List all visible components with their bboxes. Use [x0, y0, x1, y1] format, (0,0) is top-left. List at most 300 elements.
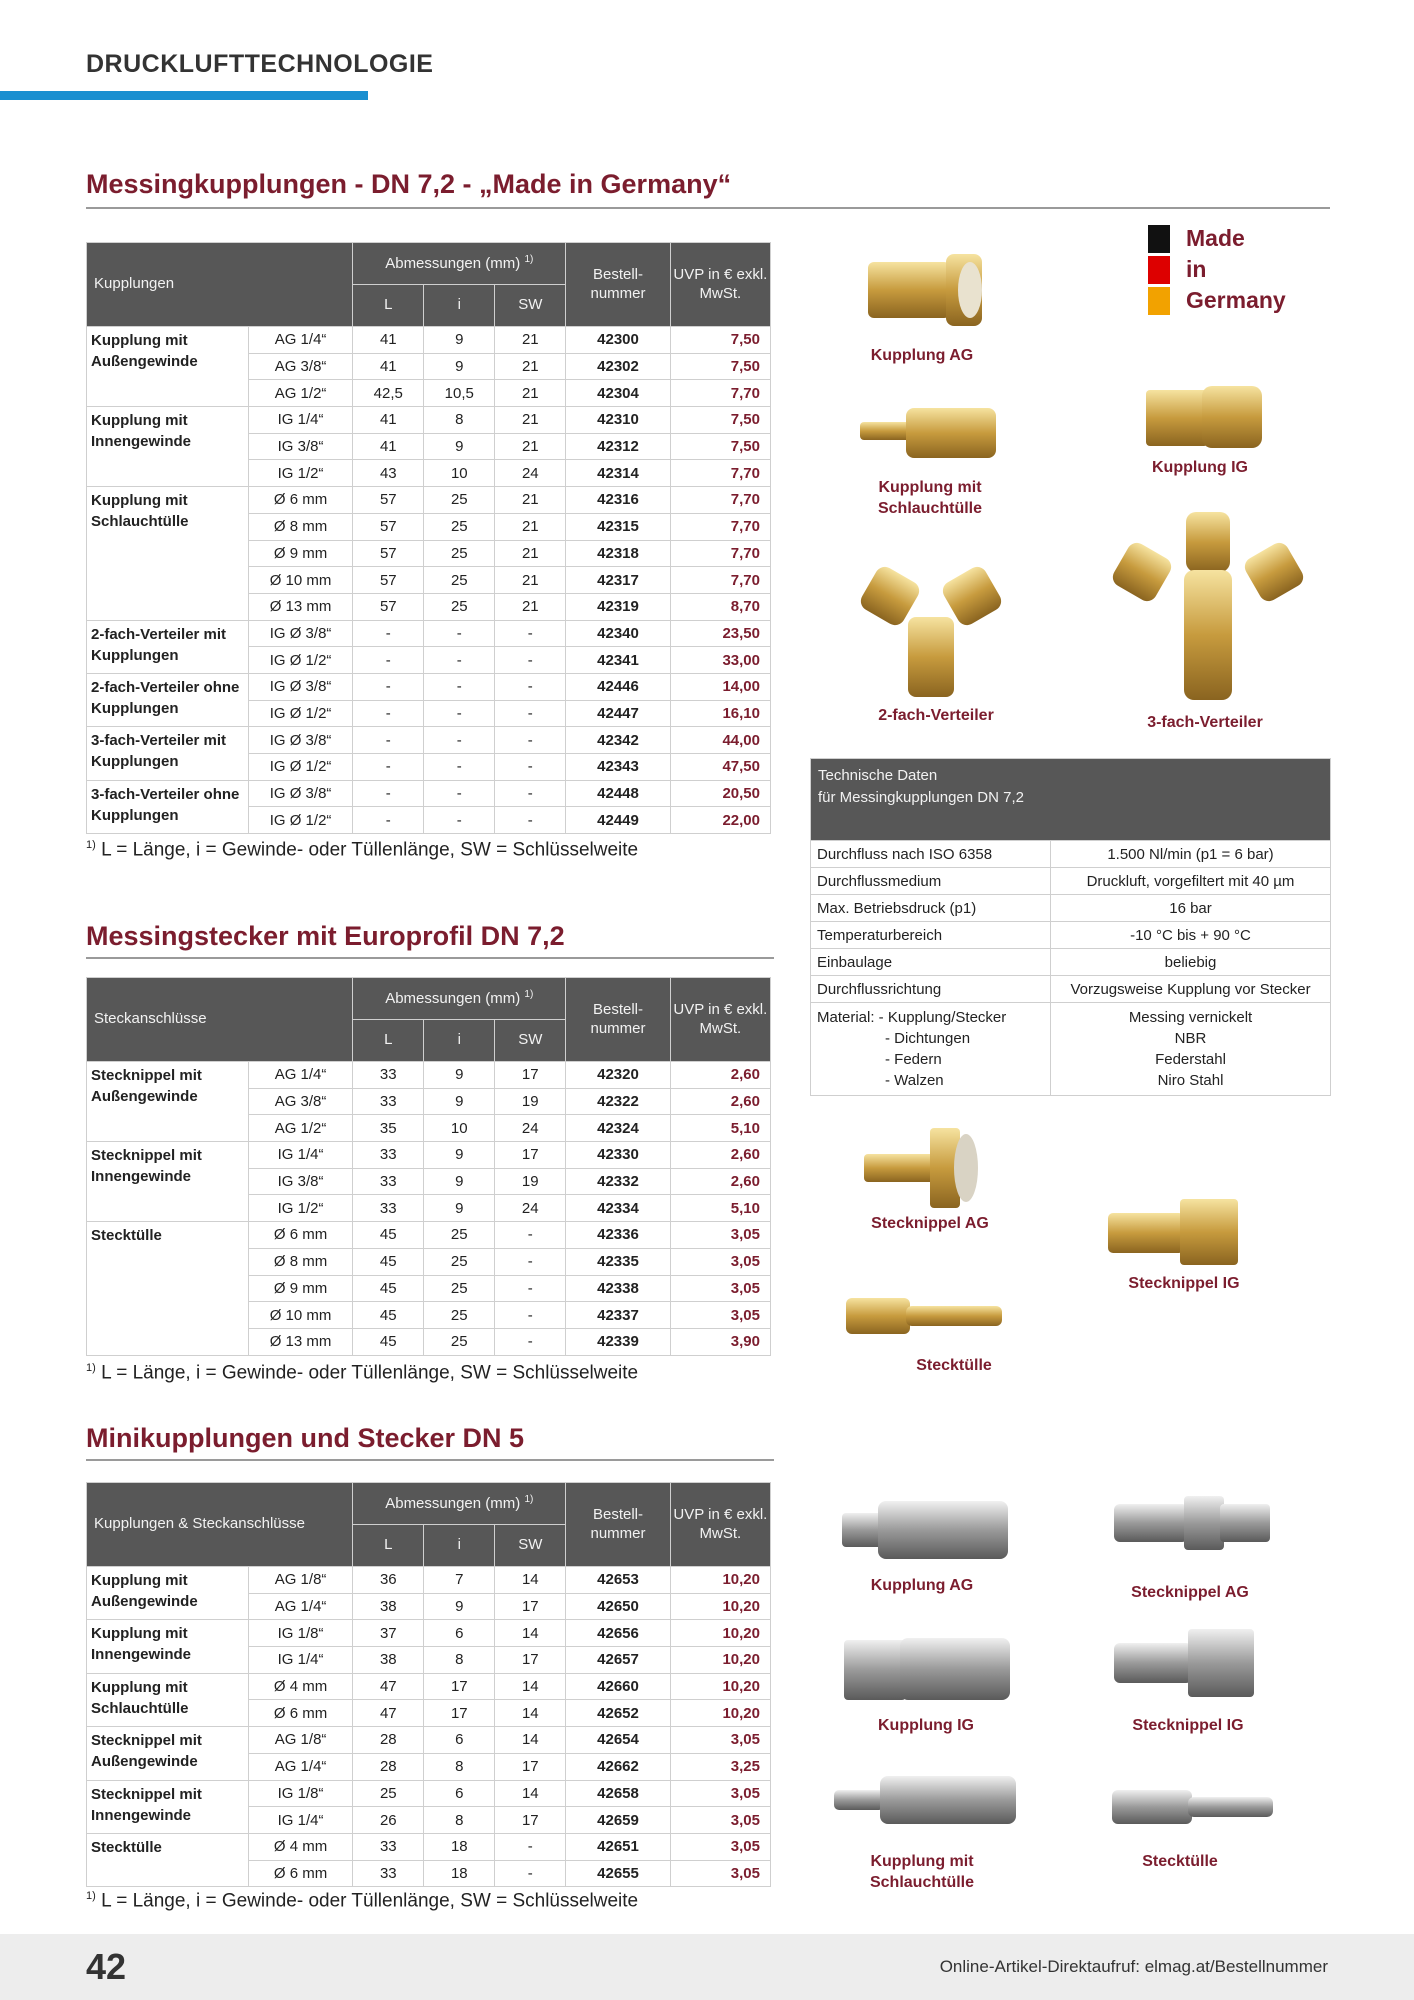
product-label: Kupplung AG [870, 1577, 974, 1594]
tech-value: Druckluft, vorgefiltert mit 40 µm [1051, 868, 1331, 895]
order-number-cell: 42335 [566, 1248, 670, 1275]
price-cell: 10,20 [670, 1620, 770, 1647]
section-title-messingstecker: Messingstecker mit Europrofil DN 7,2 [86, 921, 565, 951]
thread-length-cell: 25 [424, 1328, 495, 1355]
tech-data-row [811, 976, 1331, 1003]
tech-data-row [811, 895, 1331, 922]
order-number-cell: 42341 [566, 647, 670, 674]
tech-key: Durchflussmedium [811, 868, 1051, 895]
price-cell: 47,50 [670, 754, 770, 781]
wrench-size-cell: 17 [495, 1647, 566, 1674]
product-label: Kupplung mit Schlauchtülle [869, 1853, 975, 1891]
price-cell: 5,10 [670, 1115, 770, 1142]
thread-length-cell: 17 [424, 1673, 495, 1700]
wrench-size-cell: 17 [495, 1142, 566, 1169]
length-cell: - [353, 700, 424, 727]
length-cell: 45 [353, 1328, 424, 1355]
dimension-col-header: i [424, 1020, 495, 1062]
price-cell: 7,70 [670, 380, 770, 407]
spec-cell: IG Ø 3/8“ [248, 620, 352, 647]
wrench-size-cell: - [495, 807, 566, 834]
wrench-size-cell: - [495, 1860, 566, 1887]
price-cell: 2,60 [670, 1088, 770, 1115]
wrench-size-cell: 21 [495, 540, 566, 567]
page-header-title: DRUCKLUFTTECHNOLOGIE [86, 50, 434, 78]
order-number-cell: 42658 [566, 1780, 670, 1807]
price-header: UVP in € exkl. MwSt. [670, 978, 770, 1062]
length-cell: - [353, 727, 424, 754]
order-number-cell: 42662 [566, 1753, 670, 1780]
length-cell: 33 [353, 1195, 424, 1222]
spec-cell: Ø 9 mm [248, 540, 352, 567]
thread-length-cell: - [424, 620, 495, 647]
order-number-cell: 42300 [566, 327, 670, 354]
wrench-size-cell: 14 [495, 1780, 566, 1807]
tech-data-row [811, 841, 1331, 868]
table-row [87, 1727, 771, 1754]
price-cell: 14,00 [670, 673, 770, 700]
section-divider [86, 1459, 774, 1461]
product-label: Stecktülle [916, 1357, 992, 1374]
thread-length-cell: 9 [424, 1142, 495, 1169]
table-row [87, 1222, 771, 1249]
length-cell: 45 [353, 1222, 424, 1249]
tech-key: Max. Betriebsdruck (p1) [811, 895, 1051, 922]
order-number-cell: 42337 [566, 1302, 670, 1329]
length-cell: 45 [353, 1302, 424, 1329]
wrench-size-cell: 19 [495, 1168, 566, 1195]
length-cell: 47 [353, 1673, 424, 1700]
tech-value [1051, 1003, 1331, 1096]
wrench-size-cell: - [495, 780, 566, 807]
thread-length-cell: 9 [424, 1088, 495, 1115]
price-cell: 7,70 [670, 540, 770, 567]
price-cell: 7,70 [670, 487, 770, 514]
tech-data-row [811, 949, 1331, 976]
table-row [87, 1567, 771, 1594]
thread-length-cell: 10 [424, 460, 495, 487]
order-number-cell: 42312 [566, 433, 670, 460]
flag-gold-square [1148, 287, 1170, 315]
brass-coupling-ag-image [860, 232, 990, 342]
spec-cell: IG 1/4“ [248, 1807, 352, 1834]
wrench-size-cell: 21 [495, 513, 566, 540]
length-cell: 57 [353, 540, 424, 567]
wrench-size-cell: - [495, 1275, 566, 1302]
order-number-cell: 42332 [566, 1168, 670, 1195]
row-group-label: Kupplung mit Außengewinde [87, 1567, 249, 1620]
order-number-cell: 42316 [566, 487, 670, 514]
order-number-cell: 42653 [566, 1567, 670, 1594]
order-number-cell: 42449 [566, 807, 670, 834]
wrench-size-cell: - [495, 754, 566, 781]
wrench-size-cell: - [495, 673, 566, 700]
thread-length-cell: 8 [424, 407, 495, 434]
table-header-row [87, 1483, 771, 1525]
footer-link-text: Online-Artikel-Direktaufruf: elmag.at/Bestellnummer [939, 1957, 1328, 1976]
wrench-size-cell: 21 [495, 567, 566, 594]
order-number-cell: 42652 [566, 1700, 670, 1727]
page-number: 42 [86, 1946, 127, 1987]
table-row [87, 1062, 771, 1089]
order-number-cell: 42651 [566, 1833, 670, 1860]
wrench-size-cell: 21 [495, 353, 566, 380]
thread-length-cell: 9 [424, 327, 495, 354]
price-cell: 5,10 [670, 1195, 770, 1222]
price-cell: 16,10 [670, 700, 770, 727]
brass-plug-hose-image [842, 1288, 1007, 1348]
order-number-cell: 42304 [566, 380, 670, 407]
material-key-line: - Dichtungen [885, 1030, 971, 1047]
length-cell: 57 [353, 567, 424, 594]
thread-length-cell: 9 [424, 1195, 495, 1222]
spec-cell: Ø 9 mm [248, 1275, 352, 1302]
product-table-minikupplungen [86, 1482, 771, 1887]
order-number-cell: 42315 [566, 513, 670, 540]
price-cell: 3,05 [670, 1833, 770, 1860]
price-cell: 10,20 [670, 1593, 770, 1620]
thread-length-cell: 6 [424, 1780, 495, 1807]
order-number-cell: 42320 [566, 1062, 670, 1089]
price-cell: 20,50 [670, 780, 770, 807]
wrench-size-cell: 17 [495, 1593, 566, 1620]
order-number-cell: 42324 [566, 1115, 670, 1142]
row-group-label: Kupplung mit Schlauchtülle [87, 487, 249, 620]
spec-cell: Ø 10 mm [248, 1302, 352, 1329]
price-cell: 7,70 [670, 513, 770, 540]
spec-cell: IG 3/8“ [248, 1168, 352, 1195]
thread-length-cell: 25 [424, 513, 495, 540]
price-cell: 44,00 [670, 727, 770, 754]
length-cell: 57 [353, 593, 424, 620]
product-label: Stecknippel IG [1132, 1717, 1244, 1734]
thread-length-cell: 9 [424, 433, 495, 460]
tech-key: Einbaulage [811, 949, 1051, 976]
row-group-label: 2-fach-Verteiler mit Kupplungen [87, 620, 249, 673]
price-cell: 3,05 [670, 1807, 770, 1834]
wrench-size-cell: 21 [495, 380, 566, 407]
length-cell: 28 [353, 1753, 424, 1780]
price-cell: 22,00 [670, 807, 770, 834]
order-number-cell: 42302 [566, 353, 670, 380]
thread-length-cell: 9 [424, 1168, 495, 1195]
wrench-size-cell: 21 [495, 433, 566, 460]
order-number-cell: 42336 [566, 1222, 670, 1249]
table-footnote: $^{1)}$ L = Länge, i = Gewinde- oder Tüllenlänge, SW = Schlüsselweite [86, 839, 639, 861]
price-cell: 3,05 [670, 1302, 770, 1329]
price-cell: 2,60 [670, 1142, 770, 1169]
wrench-size-cell: - [495, 1328, 566, 1355]
price-cell: 3,05 [670, 1860, 770, 1887]
section-divider [86, 207, 1330, 209]
wrench-size-cell: 19 [495, 1088, 566, 1115]
group-column-header: Kupplungen & Steckanschlüsse [87, 1483, 353, 1567]
wrench-size-cell: 17 [495, 1807, 566, 1834]
thread-length-cell: 25 [424, 567, 495, 594]
table-row [87, 780, 771, 807]
length-cell: 26 [353, 1807, 424, 1834]
badge-text-in: in [1186, 256, 1207, 282]
wrench-size-cell: - [495, 700, 566, 727]
spec-cell: IG Ø 1/2“ [248, 700, 352, 727]
spec-cell: IG 1/8“ [248, 1620, 352, 1647]
spec-cell: AG 1/2“ [248, 1115, 352, 1142]
table-row [87, 327, 771, 354]
brass-plug-ag-image [858, 1118, 988, 1218]
dimension-col-header: L [353, 1525, 424, 1567]
table-header-row [87, 243, 771, 285]
tech-data-row [811, 868, 1331, 895]
row-group-label: Kupplung mit Innengewinde [87, 1620, 249, 1673]
price-cell: 3,05 [670, 1275, 770, 1302]
table-header-row [87, 978, 771, 1020]
tech-data-row [811, 922, 1331, 949]
length-cell: 33 [353, 1168, 424, 1195]
group-column-header: Steckanschlüsse [87, 978, 353, 1062]
header-accent-bar [0, 91, 368, 100]
order-number-cell: 42448 [566, 780, 670, 807]
table-footnote: $^{1)}$ L = Länge, i = Gewinde- oder Tüllenlänge, SW = Schlüsselweite [86, 1890, 639, 1912]
spec-cell: AG 1/8“ [248, 1727, 352, 1754]
spec-cell: Ø 6 mm [248, 487, 352, 514]
tech-value: beliebig [1051, 949, 1331, 976]
row-group-label: Stecknippel mit Außengewinde [87, 1062, 249, 1142]
material-value-line: Messing vernickelt [1128, 1009, 1253, 1026]
row-group-label: Kupplung mit Schlauchtülle [87, 1673, 249, 1726]
row-group-label: 2-fach-Verteiler ohne Kupplungen [87, 673, 249, 726]
tech-value: Vorzugsweise Kupplung vor Stecker [1051, 976, 1331, 1003]
length-cell: 41 [353, 407, 424, 434]
tech-key: Temperaturbereich [811, 922, 1051, 949]
length-cell: - [353, 754, 424, 781]
thread-length-cell: 25 [424, 487, 495, 514]
order-number-cell: 42314 [566, 460, 670, 487]
spec-cell: AG 1/4“ [248, 327, 352, 354]
wrench-size-cell: 21 [495, 593, 566, 620]
thread-length-cell: 17 [424, 1700, 495, 1727]
thread-length-cell: 8 [424, 1753, 495, 1780]
spec-cell: Ø 8 mm [248, 1248, 352, 1275]
spec-cell: IG 1/4“ [248, 1142, 352, 1169]
price-cell: 10,20 [670, 1647, 770, 1674]
length-cell: 45 [353, 1275, 424, 1302]
wrench-size-cell: 14 [495, 1727, 566, 1754]
table-row [87, 673, 771, 700]
thread-length-cell: 25 [424, 593, 495, 620]
spec-cell: IG Ø 1/2“ [248, 754, 352, 781]
order-number-header: Bestell-nummer [566, 1483, 670, 1567]
dimension-col-header: i [424, 1525, 495, 1567]
order-number-cell: 42310 [566, 407, 670, 434]
product-label: 2-fach-Verteiler [878, 707, 994, 724]
dimension-col-header: i [424, 285, 495, 327]
order-number-cell: 42319 [566, 593, 670, 620]
spec-cell: Ø 13 mm [248, 593, 352, 620]
thread-length-cell: 9 [424, 1062, 495, 1089]
length-cell: - [353, 807, 424, 834]
order-number-cell: 42318 [566, 540, 670, 567]
length-cell: 41 [353, 353, 424, 380]
spec-cell: Ø 10 mm [248, 567, 352, 594]
table-row [87, 620, 771, 647]
tech-value: 16 bar [1051, 895, 1331, 922]
order-number-cell: 42322 [566, 1088, 670, 1115]
tech-data-table [810, 758, 1331, 1096]
price-cell: 7,50 [670, 327, 770, 354]
length-cell: 37 [353, 1620, 424, 1647]
spec-cell: AG 1/4“ [248, 1062, 352, 1089]
length-cell: - [353, 780, 424, 807]
material-key-line: - Walzen [885, 1072, 944, 1089]
dimension-col-header: SW [495, 285, 566, 327]
product-label: Kupplung IG [1152, 459, 1248, 476]
length-cell: 57 [353, 513, 424, 540]
thread-length-cell: 18 [424, 1860, 495, 1887]
section-title-minikupplungen: Minikupplungen und Stecker DN 5 [86, 1423, 525, 1453]
order-number-cell: 42342 [566, 727, 670, 754]
tech-value: -10 °C bis + 90 °C [1051, 922, 1331, 949]
product-label: Stecktülle [1142, 1853, 1218, 1870]
row-group-label: Stecknippel mit Innengewinde [87, 1142, 249, 1222]
tech-key: Durchflussrichtung [811, 976, 1051, 1003]
length-cell: 35 [353, 1115, 424, 1142]
order-number-cell: 42650 [566, 1593, 670, 1620]
length-cell: 25 [353, 1780, 424, 1807]
product-label: Stecknippel AG [871, 1215, 989, 1232]
tech-data-header: Technische Daten für Messingkupplungen DN 7,2 [811, 759, 1331, 841]
thread-length-cell: 25 [424, 1302, 495, 1329]
wrench-size-cell: 14 [495, 1620, 566, 1647]
spec-cell: Ø 8 mm [248, 513, 352, 540]
order-number-cell: 42338 [566, 1275, 670, 1302]
price-cell: 10,20 [670, 1673, 770, 1700]
product-label: Kupplung mit Schlauchtülle [877, 479, 983, 517]
spec-cell: AG 3/8“ [248, 353, 352, 380]
row-group-label: 3-fach-Verteiler ohne Kupplungen [87, 780, 249, 833]
length-cell: 38 [353, 1593, 424, 1620]
spec-cell: IG 1/4“ [248, 407, 352, 434]
wrench-size-cell: 24 [495, 460, 566, 487]
dimensions-header: Abmessungen (mm) $^{1)}$ [353, 978, 566, 1020]
length-cell: 33 [353, 1088, 424, 1115]
material-value-line: Federstahl [1155, 1051, 1226, 1068]
table-row [87, 487, 771, 514]
wrench-size-cell: 14 [495, 1700, 566, 1727]
thread-length-cell: 8 [424, 1807, 495, 1834]
price-cell: 7,50 [670, 407, 770, 434]
spec-cell: IG Ø 1/2“ [248, 807, 352, 834]
wrench-size-cell: 14 [495, 1673, 566, 1700]
price-cell: 33,00 [670, 647, 770, 674]
order-number-cell: 42656 [566, 1620, 670, 1647]
row-group-label: 3-fach-Verteiler mit Kupplungen [87, 727, 249, 780]
section-title-messingkupplungen: Messingkupplungen - DN 7,2 - „Made in Germany“ [86, 169, 732, 199]
dimension-col-header: SW [495, 1020, 566, 1062]
wrench-size-cell: - [495, 1302, 566, 1329]
wrench-size-cell: - [495, 727, 566, 754]
brass-3-way-distributor-image [1108, 508, 1308, 708]
table-row [87, 1780, 771, 1807]
spec-cell: IG Ø 3/8“ [248, 780, 352, 807]
price-cell: 3,05 [670, 1780, 770, 1807]
thread-length-cell: 8 [424, 1647, 495, 1674]
price-cell: 23,50 [670, 620, 770, 647]
price-cell: 10,20 [670, 1567, 770, 1594]
spec-cell: Ø 4 mm [248, 1833, 352, 1860]
wrench-size-cell: 24 [495, 1115, 566, 1142]
order-number-cell: 42657 [566, 1647, 670, 1674]
spec-cell: Ø 13 mm [248, 1328, 352, 1355]
wrench-size-cell: 24 [495, 1195, 566, 1222]
spec-cell: IG 1/2“ [248, 1195, 352, 1222]
table-row [87, 1620, 771, 1647]
wrench-size-cell: - [495, 620, 566, 647]
length-cell: 57 [353, 487, 424, 514]
row-group-label: Stecknippel mit Außengewinde [87, 1727, 249, 1780]
dimensions-header: Abmessungen (mm) $^{1)}$ [353, 243, 566, 285]
spec-cell: IG Ø 1/2“ [248, 647, 352, 674]
table-row [87, 1673, 771, 1700]
product-label: Stecknippel AG [1131, 1584, 1249, 1601]
material-value-line: NBR [1174, 1030, 1207, 1047]
wrench-size-cell: - [495, 647, 566, 674]
thread-length-cell: 9 [424, 353, 495, 380]
order-number-cell: 42317 [566, 567, 670, 594]
brass-coupling-ig-image [1140, 378, 1270, 458]
spec-cell: AG 1/4“ [248, 1753, 352, 1780]
price-header: UVP in € exkl. MwSt. [670, 243, 770, 327]
made-in-germany-badge [1148, 223, 1286, 316]
wrench-size-cell: 21 [495, 327, 566, 354]
row-group-label: Kupplung mit Innengewinde [87, 407, 249, 487]
thread-length-cell: - [424, 673, 495, 700]
tech-key: Durchfluss nach ISO 6358 [811, 841, 1051, 868]
order-number-cell: 42340 [566, 620, 670, 647]
row-group-label: Stecknippel mit Innengewinde [87, 1780, 249, 1833]
product-label: Kupplung IG [878, 1717, 974, 1734]
wrench-size-cell: - [495, 1248, 566, 1275]
wrench-size-cell: 21 [495, 407, 566, 434]
order-number-cell: 42660 [566, 1673, 670, 1700]
thread-length-cell: 18 [424, 1833, 495, 1860]
price-cell: 3,05 [670, 1727, 770, 1754]
thread-length-cell: 9 [424, 1593, 495, 1620]
thread-length-cell: 25 [424, 1275, 495, 1302]
spec-cell: IG 1/4“ [248, 1647, 352, 1674]
product-label: Stecknippel IG [1128, 1275, 1240, 1292]
wrench-size-cell: - [495, 1833, 566, 1860]
price-header: UVP in € exkl. MwSt. [670, 1483, 770, 1567]
chrome-mini-plug-ag-image [1110, 1488, 1275, 1558]
order-number-cell: 42446 [566, 673, 670, 700]
spec-cell: Ø 6 mm [248, 1860, 352, 1887]
price-cell: 3,25 [670, 1753, 770, 1780]
thread-length-cell: - [424, 700, 495, 727]
price-cell: 7,50 [670, 433, 770, 460]
brass-plug-ig-image [1104, 1195, 1244, 1270]
thread-length-cell: 25 [424, 1222, 495, 1249]
order-number-header: Bestell-nummer [566, 978, 670, 1062]
price-cell: 7,70 [670, 460, 770, 487]
price-cell: 7,70 [670, 567, 770, 594]
price-cell: 2,60 [670, 1168, 770, 1195]
order-number-cell: 42654 [566, 1727, 670, 1754]
wrench-size-cell: - [495, 1222, 566, 1249]
thread-length-cell: 25 [424, 1248, 495, 1275]
spec-cell: IG Ø 3/8“ [248, 673, 352, 700]
thread-length-cell: 10,5 [424, 380, 495, 407]
order-number-cell: 42659 [566, 1807, 670, 1834]
